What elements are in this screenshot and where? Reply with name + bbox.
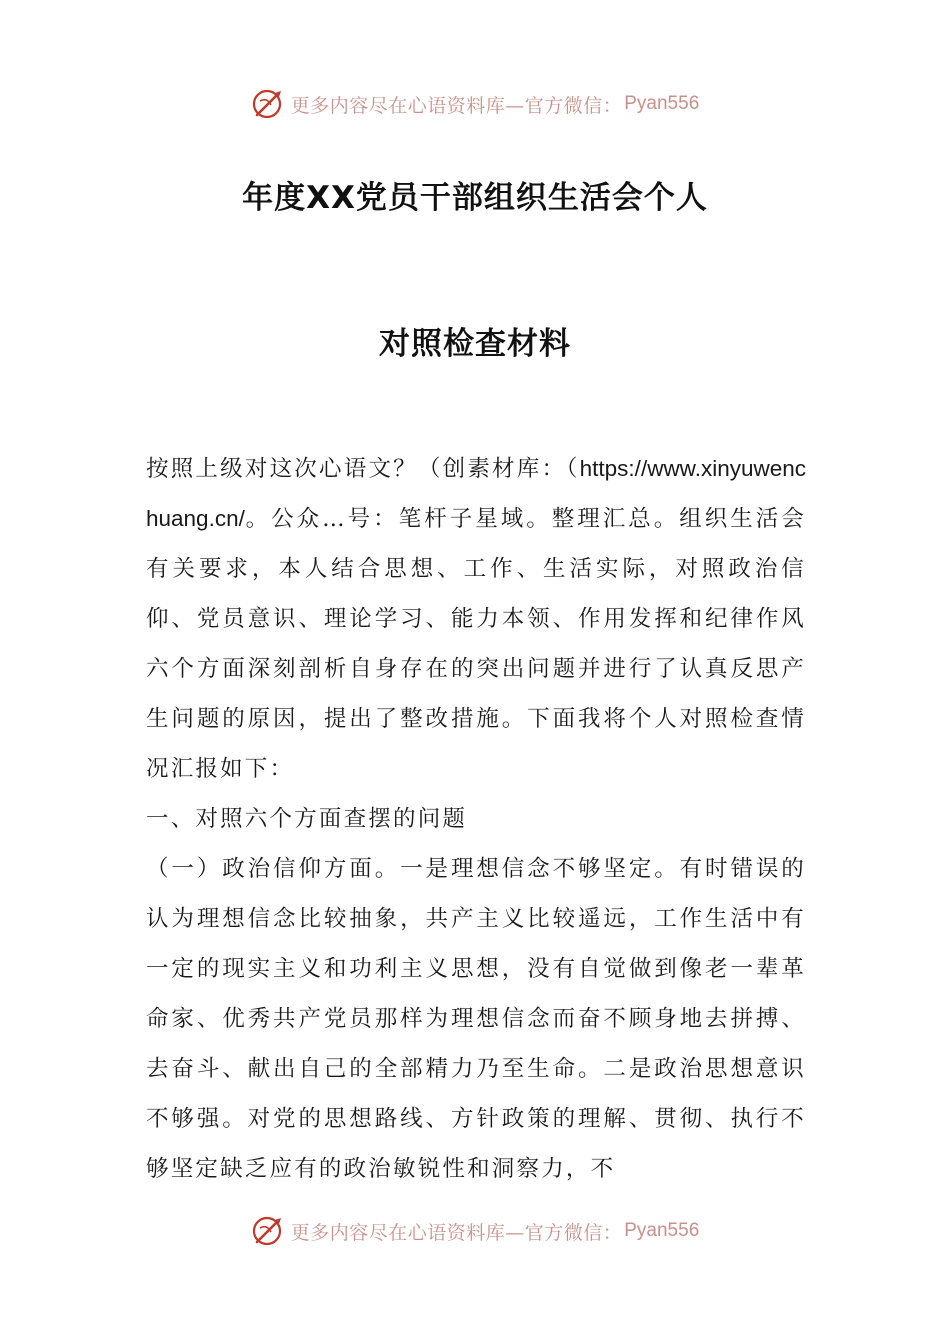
paragraph-political-belief: （一）政治信仰方面。一是理想信念不够坚定。有时错误的认为理想信念比较抽象，共产主义比较遥远，工作生活中有一定的现实主义和功利主义思想，没有自觉做到像老一辈革命家、优秀共产党员那样为理想信念而奋不顾身地去拼搏、去奋斗、献出自己的全部精力乃至生命。二是政治思想意识不够强。对党的思想路线、方针政策的理解、贯彻、执行不够坚定缺乏应有的政治敏锐性和洞察力，不: [146, 856, 806, 1182]
banner-wechat-id: Pyan556: [624, 93, 700, 114]
banner-text: 更多内容尽在心语资料库—官方微信：: [290, 1221, 623, 1244]
source-url: https://www.xinyuwenchuang.cn/: [146, 456, 806, 531]
pen-logo-icon: [251, 87, 285, 121]
paragraph-intro: [146, 444, 806, 794]
header-watermark-banner: [0, 84, 950, 124]
intro-text-b: 。公众…号：笔杆子星域。整理汇总。组织生活会有关要求，本人结合思想、工作、生活实际，对照政治信仰、党员意识、理论学习、能力本领、作用发挥和纪律作风六个方面深刻剖析自身存在的突出问题并进行了认真反思产生问题的原因，提出了整改措施。下面我将个人对照检查情况汇报如下：: [146, 506, 806, 782]
footer-watermark-banner: [0, 1211, 950, 1251]
section-heading: 一、对照六个方面查摆的问题: [146, 806, 468, 832]
intro-text-a: 按照上级对这次心语文？（创素材库：（: [146, 456, 580, 482]
banner-text: 更多内容尽在心语资料库—官方微信：: [290, 94, 623, 117]
pen-logo-icon: [251, 1214, 285, 1248]
document-title-line-1: 年度XX党员干部组织生活会个人: [242, 180, 708, 216]
document-body: [146, 444, 806, 1194]
document-title-line-2: 对照检查材料: [379, 326, 571, 362]
banner-wechat-id: Pyan556: [624, 1220, 700, 1241]
